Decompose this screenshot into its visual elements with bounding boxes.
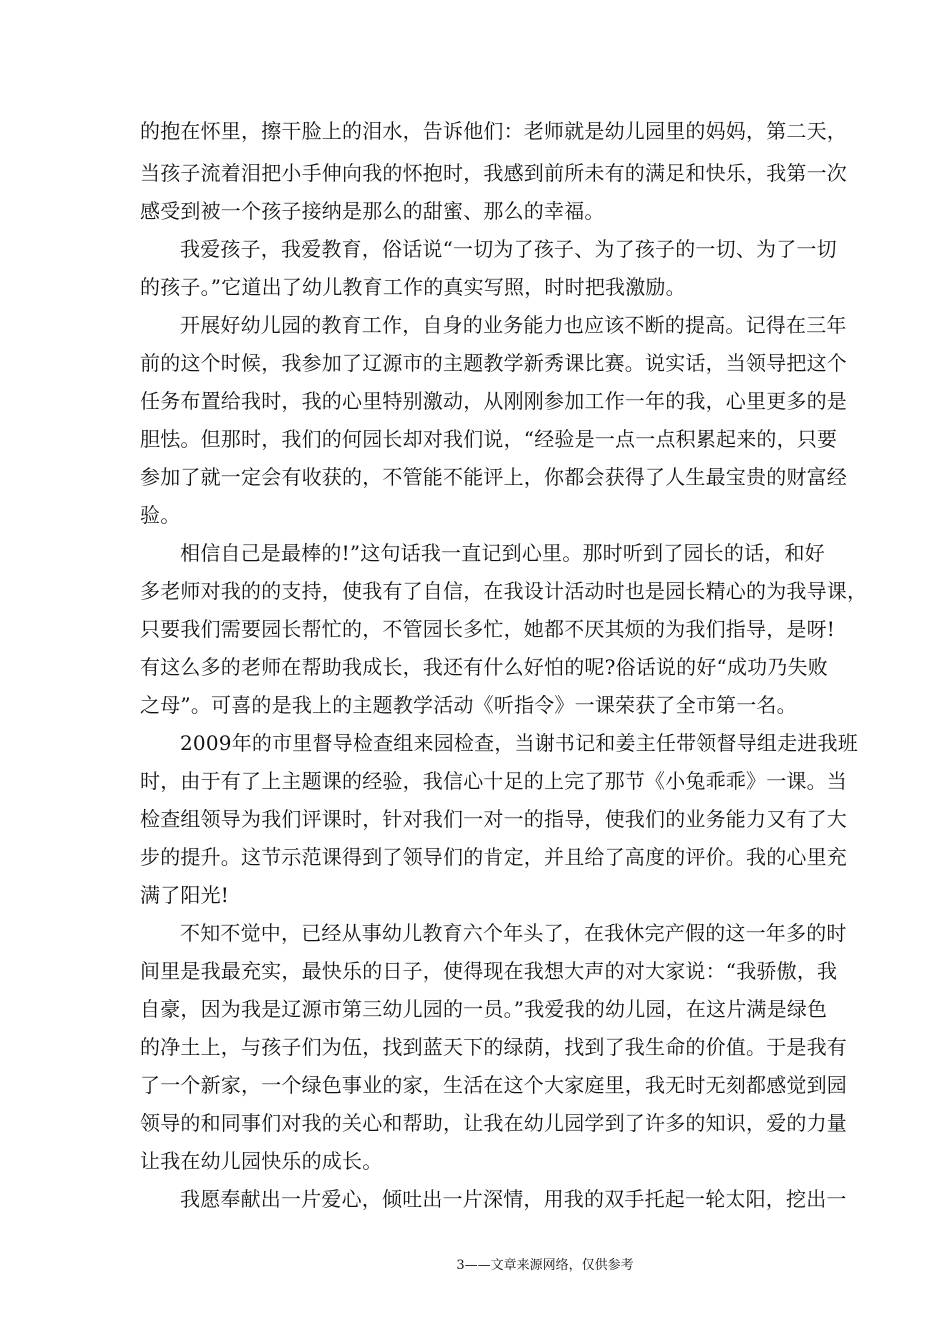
text-line: 让我在幼儿园快乐的成长。 — [140, 1149, 383, 1173]
text-line: 我愿奉献出一片爱心，倾吐出一片深情，用我的双手托起一轮太阳，挖出一 — [180, 1187, 847, 1211]
text-line: 步的提升。这节示范课得到了领导们的肯定，并且给了高度的评价。我的心里充 — [140, 845, 847, 869]
text-line: 验。 — [140, 503, 181, 527]
text-line: 多老师对我的的支持，使我有了自信，在我设计活动时也是园长精心的为我导课， — [140, 579, 868, 603]
text-line: 了一个新家，一个绿色事业的家，生活在这个大家庭里，我无时无刻都感觉到园 — [140, 1073, 847, 1097]
text-line: 不知不觉中，已经从事幼儿教育六个年头了，在我休完产假的这一年多的时 — [180, 921, 847, 945]
text-line: 领导的和同事们对我的关心和帮助，让我在幼儿园学到了许多的知识，爱的力量 — [140, 1111, 847, 1135]
text-line: 自豪，因为我是辽源市第三幼儿园的一员。”我爱我的幼儿园，在这片满是绿色 — [140, 997, 828, 1021]
text-line: 前的这个时候，我参加了辽源市的主题教学新秀课比赛。说实话，当领导把这个 — [140, 351, 847, 375]
text-line: 的抱在怀里，擦干脸上的泪水，告诉他们：老师就是幼儿园里的妈妈，第二天， — [140, 119, 847, 143]
text-line: 有这么多的老师在帮助我成长，我还有什么好怕的呢?俗话说的好“成功乃失败 — [140, 655, 828, 679]
text-line: 的孩子。”它道出了幼儿教育工作的真实写照，时时把我激励。 — [140, 275, 686, 299]
text-line: 间里是我最充实，最快乐的日子，使得现在我想大声的对大家说：“我骄傲，我 — [140, 959, 838, 983]
text-line: 开展好幼儿园的教育工作，自身的业务能力也应该不断的提高。记得在三年 — [180, 313, 847, 337]
text-line: 参加了就一定会有收获的，不管能不能评上，你都会获得了人生最宝贵的财富经 — [140, 465, 847, 489]
text-line: 感受到被一个孩子接纳是那么的甜蜜、那么的幸福。 — [140, 199, 605, 223]
text-line: 满了阳光! — [140, 883, 230, 907]
text-line: 的净土上，与孩子们为伍，找到蓝天下的绿荫，找到了我生命的价值。于是我有 — [140, 1035, 847, 1059]
text-line: 相信自己是最棒的!”这句话我一直记到心里。那时听到了园长的话，和好 — [180, 541, 825, 565]
text-line: 检查组领导为我们评课时，针对我们一对一的指导，使我们的业务能力又有了大 — [140, 807, 847, 831]
text-line: 2009年的市里督导检查组来园检查，当谢书记和姜主任带领督导组走进我班 — [180, 731, 858, 755]
page-footer: 3——文章来源网络，仅供参考 — [456, 1258, 634, 1273]
text-line: 只要我们需要园长帮忙的，不管园长多忙，她都不厌其烦的为我们指导，是呀! — [140, 617, 836, 641]
text-line: 当孩子流着泪把小手伸向我的怀抱时，我感到前所未有的满足和快乐，我第一次 — [140, 161, 847, 185]
text-line: 任务布置给我时，我的心里特别激动，从刚刚参加工作一年的我，心里更多的是 — [140, 389, 847, 413]
text-line: 时，由于有了上主题课的经验，我信心十足的上完了那节《小兔乖乖》一课。当 — [140, 769, 847, 793]
text-line: 之母”。可喜的是我上的主题教学活动《听指令》一课荣获了全市第一名。 — [140, 693, 797, 717]
text-line: 我爱孩子，我爱教育，俗话说“一切为了孩子、为了孩子的一切、为了一切 — [180, 237, 837, 261]
text-line: 胆怯。但那时，我们的何园长却对我们说，“经验是一点一点积累起来的，只要 — [140, 427, 838, 451]
